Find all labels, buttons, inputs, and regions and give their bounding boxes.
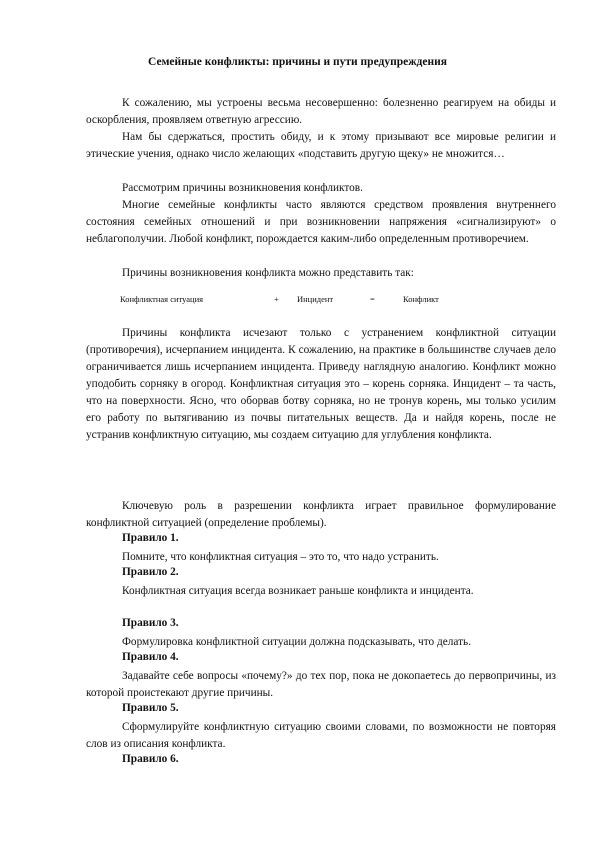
formula-equals-sign: = (370, 294, 375, 304)
page-title: Семейные конфликты: причины и пути предупреждения (148, 56, 447, 68)
paragraph-2: Нам бы сдержаться, простить обиду, и к этому призывают все мировые религии и этические учения, однако число желающих «подставить другую щеку» не множится… (86, 131, 556, 160)
formula-term-incident: Инцидент (297, 294, 334, 304)
paragraph-7: Ключевую роль в разрешении конфликта играет правильное формулирование конфликтной ситуацией (определение проблемы). (86, 500, 556, 529)
rule-5-heading: Правило 5. (122, 702, 179, 714)
rule-6-heading: Правило 6. (122, 753, 179, 765)
rule-2-heading: Правило 2. (122, 566, 179, 578)
paragraph-5: Причины возникновения конфликта можно представить так: (122, 267, 414, 279)
rule-4-heading: Правило 4. (122, 651, 179, 663)
rule-3-heading: Правило 3. (122, 617, 179, 629)
paragraph-3: Рассмотрим причины возникновения конфликтов. (122, 182, 363, 194)
formula-term-conflict-situation: Конфликтная ситуация (120, 294, 204, 304)
paragraph-6: Причины конфликта исчезают только с устранением конфликтной ситуации (противоречия), исчерпанием инцидента. К сожалению, на практике в большинстве случаев дело ограничивается лишь исчерпанием инцидента. Приведу наглядную аналогию. Конфликт можно уподобить сорняку в огород. Конфликтная ситуация это – корень сорняка. Инцидент – та часть, что на поверхности. Ясно, что оборвав ботву сорняка, но не тронув корень, мы только усилим его работу по вытягиванию из почвы питательных веществ. Да и найдя корень, после не устранив конфликтную ситуацию, мы создаем ситуацию для углубления конфликта. (86, 327, 556, 441)
rule-1-text: Помните, что конфликтная ситуация – это то, что надо устранить. (122, 551, 439, 563)
rule-4-text: Задавайте себе вопросы «почему?» до тех пор, пока не докопаетесь до первопричины, из которой проистекают другие причины. (86, 670, 556, 699)
paragraph-4: Многие семейные конфликты часто являются средством проявления внутреннего состояния семейных отношений и при возникновении напряжения «сигнализируют» о неблагополучии. Любой конфликт, порождается каким-либо определенным противоречием. (86, 199, 556, 245)
rule-1-heading: Правило 1. (122, 532, 179, 544)
paragraph-1: К сожалению, мы устроены весьма несовершенно: болезненно реагируем на обиды и оскорбления, проявляем ответную агрессию. (86, 97, 556, 126)
rule-5-text: Сформулируйте конфликтную ситуацию своими словами, по возможности не повторяя слов из описания конфликта. (86, 721, 556, 750)
rule-2-text: Конфликтная ситуация всегда возникает раньше конфликта и инцидента. (122, 585, 474, 597)
formula-term-conflict: Конфликт (403, 294, 439, 304)
rule-3-text: Формулировка конфликтной ситуации должна подсказывать, что делать. (122, 636, 472, 648)
formula-plus-sign: + (274, 294, 279, 304)
